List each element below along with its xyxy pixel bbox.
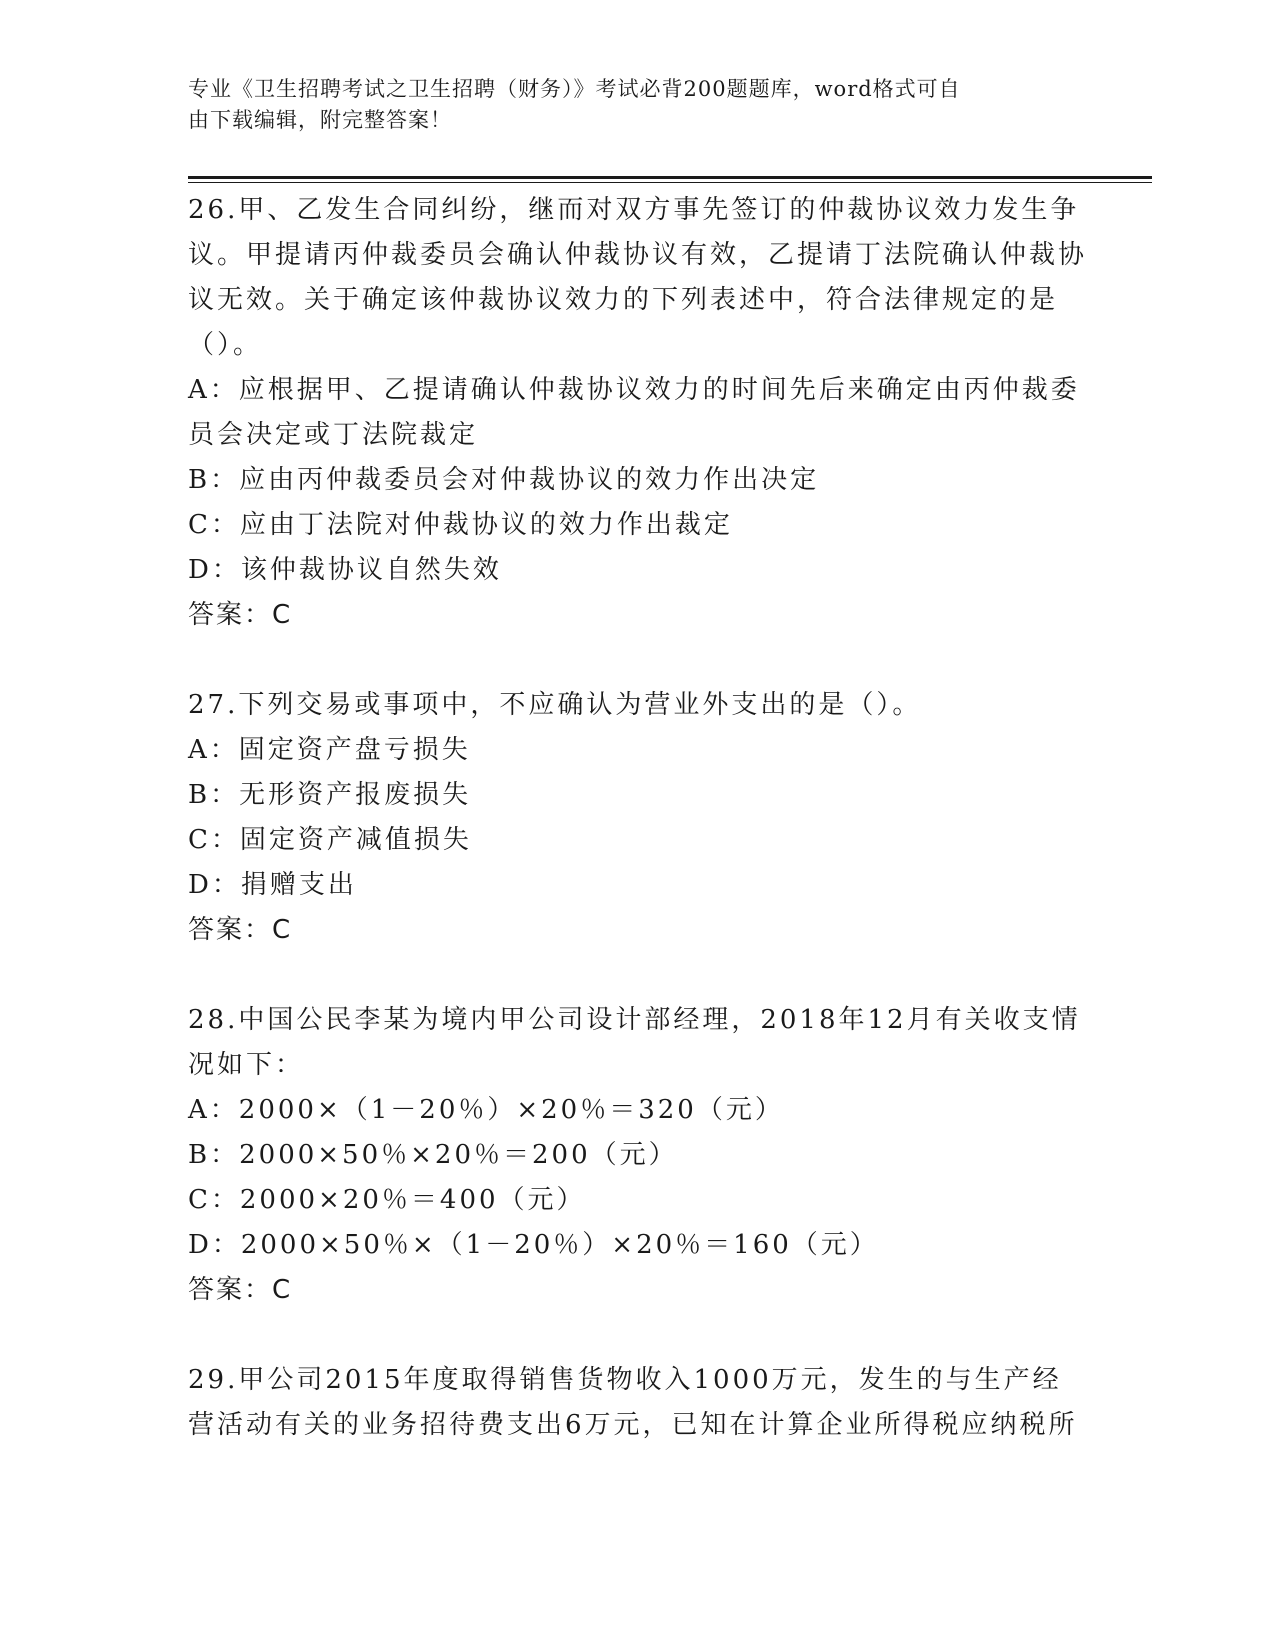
option-b: B：无形资产报废损失: [188, 780, 472, 810]
option-d: D：该仲裁协议自然失效: [188, 555, 502, 585]
option-d: D：捐赠支出: [188, 870, 357, 900]
question-spacer: [188, 953, 1088, 998]
header-line-2: 由下载编辑，附完整答案！: [188, 108, 452, 132]
option-c: C：2000×20％＝400（元）: [188, 1185, 586, 1215]
question-spacer: [188, 1313, 1088, 1358]
header-rule-thick: [188, 176, 1152, 179]
question-27: [188, 683, 1088, 953]
option-c: C：应由丁法院对仲裁协议的效力作出裁定: [188, 510, 733, 540]
option-d: D：2000×50％×（1－20％）×20％＝160（元）: [188, 1230, 879, 1260]
question-stem: 29.甲公司2015年度取得销售货物收入1000万元，发生的与生产经营活动有关的业务招待费支出6万元，已知在计算企业所得税应纳税所: [188, 1365, 1078, 1440]
option-b: B：2000×50％×20％＝200（元）: [188, 1140, 678, 1170]
question-29: [188, 1358, 1088, 1448]
question-list: [188, 188, 1088, 1448]
question-spacer: [188, 638, 1088, 683]
header-rule-thin: [188, 182, 1152, 183]
option-a: A：固定资产盘亏损失: [188, 735, 471, 765]
question-26: [188, 188, 1088, 638]
question-stem: 27.下列交易或事项中，不应确认为营业外支出的是（）。: [188, 690, 922, 720]
question-stem: 26.甲、乙发生合同纠纷，继而对双方事先签订的仲裁协议效力发生争议。甲提请丙仲裁委员会确认仲裁协议有效，乙提请丁法院确认仲裁协议无效。关于确定该仲裁协议效力的下列表述中，符合法律规定的是（）。: [188, 195, 1088, 360]
option-b: B：应由丙仲裁委员会对仲裁协议的效力作出决定: [188, 465, 820, 495]
answer: 答案：C: [188, 600, 293, 630]
page-header: [188, 74, 1068, 136]
header-line-1: 专业《卫生招聘考试之卫生招聘（财务）》考试必背200题题库，word格式可自: [188, 77, 961, 101]
answer: 答案：C: [188, 1275, 293, 1305]
question-stem: 28.中国公民李某为境内甲公司设计部经理，2018年12月有关收支情况如下：: [188, 1005, 1081, 1080]
option-c: C：固定资产减值损失: [188, 825, 472, 855]
option-a: A：应根据甲、乙提请确认仲裁协议效力的时间先后来确定由丙仲裁委员会决定或丁法院裁定: [188, 375, 1080, 450]
option-a: A：2000×（1－20％）×20％＝320（元）: [188, 1095, 784, 1125]
question-28: [188, 998, 1088, 1313]
answer: 答案：C: [188, 915, 293, 945]
